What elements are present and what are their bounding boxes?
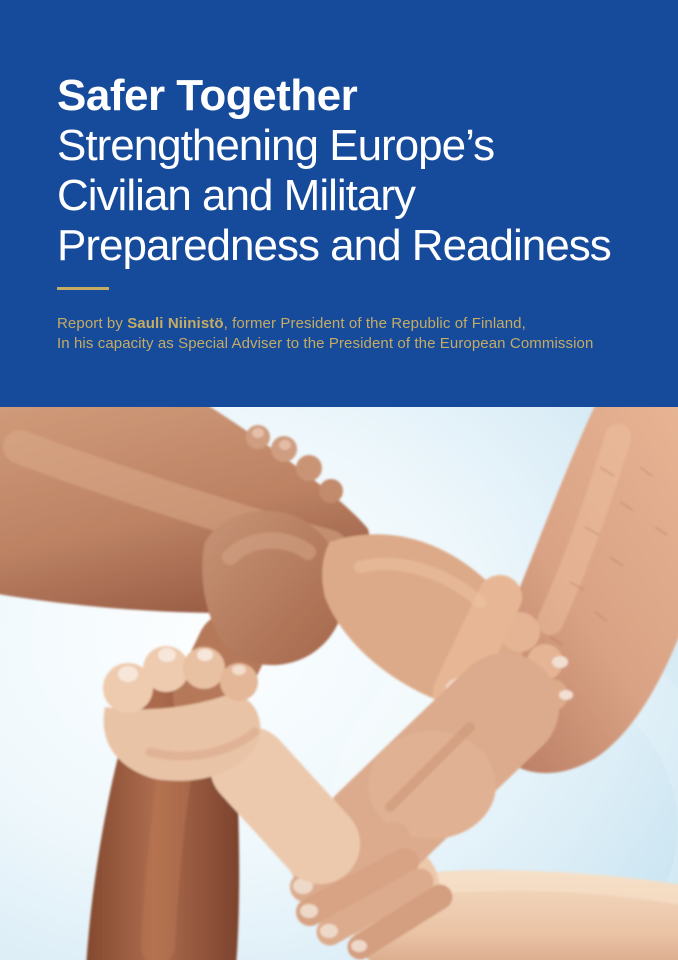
title-sub-line-1: Strengthening Europe’s: [57, 121, 495, 170]
byline-rest: , former President of the Republic of Finland,: [223, 315, 526, 332]
gold-divider: [57, 287, 109, 290]
byline-line-2: In his capacity as Special Adviser to the President of the European Commission: [57, 335, 594, 352]
page-title: [57, 71, 611, 271]
cover-photo: [0, 407, 678, 960]
title-sub-line-2: Civilian and Military: [57, 171, 416, 220]
byline: [57, 314, 593, 354]
title-sub-line-3: Preparedness and Readiness: [57, 221, 611, 270]
unity-hands-illustration: [0, 407, 678, 960]
byline-prefix: Report by: [57, 315, 128, 332]
author-name: Sauli Niinistö: [127, 315, 224, 332]
title-main-line: Safer Together: [57, 71, 358, 120]
cover-banner: [0, 0, 678, 407]
